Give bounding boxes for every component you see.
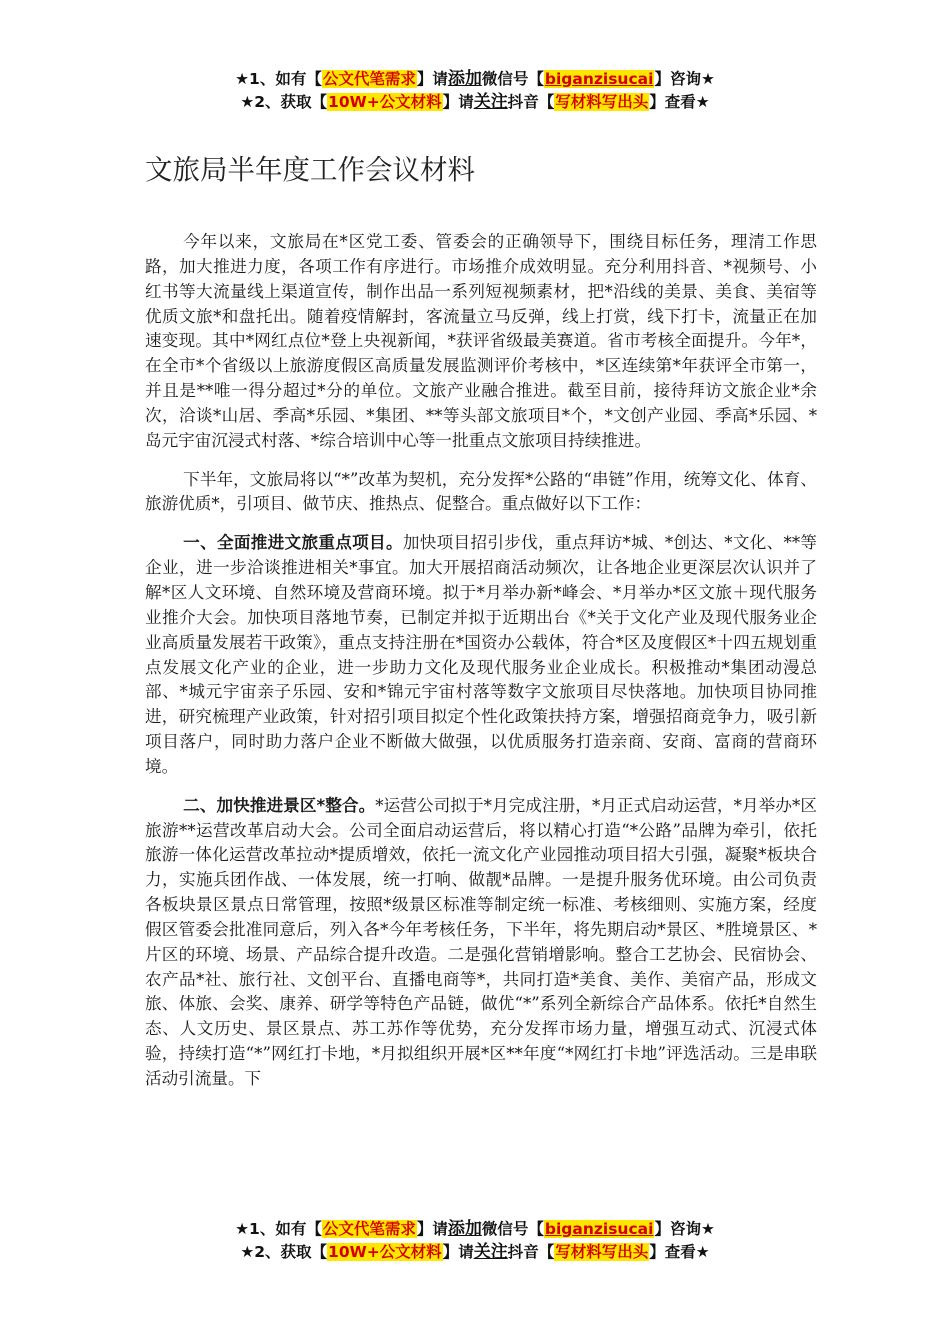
promo-text: ★1、如有【 <box>235 70 322 88</box>
document-title: 文旅局半年度工作会议材料 <box>145 154 475 186</box>
promo-text: 】咨询★ <box>654 1220 715 1238</box>
promo-line-2 <box>0 91 950 114</box>
promo-highlight: 写材料写出头 <box>555 1243 649 1261</box>
paragraph-plan-intro: 下半年，文旅局将以“*”改革为契机，充分发挥*公路的“串链”作用，统筹文化、体育、旅游优质*，引项目、做节庆、推热点、促整合。重点做好以下工作： <box>145 469 817 514</box>
paragraph-summary: 今年以来，文旅局在*区党工委、管委会的正确领导下，围绕目标任务，理清工作思路，加大推进力度，各项工作有序进行。市场推介成效明显。充分利用抖音、*视频号、小红书等大流量线上渠道宣传，制作出品一系列短视频素材，把*沿线的美景、美食、美宿等优质文旅*和盘托出。随着疫情解封，客流量立马反弹，线上打赏，线下打卡，流量正在加速变现。其中*网红点位*登上央视新闻，*获评省级最美赛道。省市考核全面提升。今年*，在全市*个省级以上旅游度假区高质量发展监测评价考核中，*区连续第*年获评全市第一，并且是**唯一得分超过*分的单位。文旅产业融合推进。截至目前，接待拜访文旅企业*余次，洽谈*山居、季高*乐园、*集团、**等头部文旅项目*个，*文创产业园、季高*乐园、*岛元宇宙沉浸式村落、*综合培训中心等一批重点文旅项目持续推进。 <box>145 232 817 450</box>
promo-highlight: 10W+公文材料 <box>328 1243 442 1261</box>
promo-text: 微信号【 <box>481 1220 544 1238</box>
section-heading: 一、全面推进文旅重点项目。 <box>183 533 403 553</box>
section-body: *运营公司拟于*月完成注册，*月正式启动运营，*月举办*区旅游**运营改革启动大会。公司全面启动运营后，将以精心打造“*公路”品牌为牵引，依托旅游一体化运营改革拉动*提质增效，依托一流文化产业园推动项目招大引强，凝聚*板块合力，实施兵团作战、一体发展，统一打响、做靓*品牌。一是提升服务优环境。由公司负责各板块景区景点日常管理，按照*级景区标准等制定统一标准、考核细则、实施方案，经度假区管委会批准同意后，列入各*今年考核任务，下半年，将先期启动*景区、*胜境景区、*片区的环境、场景、产品综合提升改造。二是强化营销增影响。整合工艺协会、民宿协会、农产品*社、旅行社、文创平台、直播电商等*，共同打造*美食、美作、美宿产品，形成文旅、体旅、会奖、康养、研学等特色产品链，做优“*”系列全新综合产品体系。依托*自然生态、人文历史、景区景点、苏工苏作等优势，充分发挥市场力量，增强互动式、沉浸式体验，持续打造“*”网红打卡地，*月拟组织开展*区**年度“*网红打卡地”评选活动。三是串联活动引流量。下 <box>145 795 817 1088</box>
promo-highlight: biganzisucai <box>544 70 654 88</box>
promo-emphasis: 关注 <box>473 1242 508 1262</box>
promo-text: 微信号【 <box>481 70 544 88</box>
promo-highlight: 10W+公文材料 <box>328 93 442 111</box>
promo-text: 抖音【 <box>507 1243 555 1261</box>
paragraph-section-1 <box>145 531 817 779</box>
document-body <box>145 230 817 1096</box>
promo-text: 】咨询★ <box>654 70 715 88</box>
promo-highlight: 公文代笔需求 <box>322 1220 416 1238</box>
promo-highlight: biganzisucai <box>544 1220 654 1238</box>
promo-text: 】请 <box>442 1243 474 1261</box>
promo-emphasis: 关注 <box>473 92 508 112</box>
promo-text: 】查看★ <box>649 1243 710 1261</box>
paragraph-section-2 <box>145 794 817 1096</box>
section-heading: 二、加快推进景区*整合。 <box>183 795 376 815</box>
promo-text: ★2、获取【 <box>240 1243 328 1261</box>
promo-line-2 <box>0 1241 950 1264</box>
promo-text: 】查看★ <box>649 93 710 111</box>
promo-text: 抖音【 <box>507 93 555 111</box>
promo-emphasis: 添加 <box>447 1219 482 1239</box>
promo-text: ★1、如有【 <box>235 1220 322 1238</box>
promo-line-1 <box>0 68 950 91</box>
promo-text: 】请 <box>416 1220 448 1238</box>
promo-emphasis: 添加 <box>447 69 482 89</box>
promo-text: 】请 <box>442 93 474 111</box>
promo-text: 】请 <box>416 70 448 88</box>
promo-highlight: 写材料写出头 <box>555 93 649 111</box>
promo-banner-top <box>0 68 950 114</box>
promo-line-1 <box>0 1218 950 1241</box>
promo-text: ★2、获取【 <box>240 93 328 111</box>
section-body: 加快项目招引步伐，重点拜访*城、*创达、*文化、**等企业，进一步洽谈推进相关*事宜。加大开展招商活动频次，让各地企业更深层次认识并了解*区人文环境、自然环境及营商环境。拟于*月举办新*峰会、*月举办*区文旅＋现代服务业推介大会。加快项目落地节奏，已制定并拟于近期出台《*关于文化产业及现代服务业企业高质量发展若干政策》，重点支持注册在*国资办公载体，符合*区及度假区*十四五规划重点发展文化产业的企业，进一步助力文化及现代服务业企业成长。积极推动*集团动漫总部、*城元宇宙亲子乐园、安和*锦元宇宙村落等数字文旅项目尽快落地。加快项目协同推进，研究梳理产业政策，针对招引项目拟定个性化政策扶持方案，增强招商竞争力，吸引新项目落户，同时助力落户企业不断做大做强，以优质服务打造亲商、安商、富商的营商环境。 <box>145 533 818 776</box>
promo-banner-bottom <box>0 1218 950 1264</box>
promo-highlight: 公文代笔需求 <box>322 70 416 88</box>
